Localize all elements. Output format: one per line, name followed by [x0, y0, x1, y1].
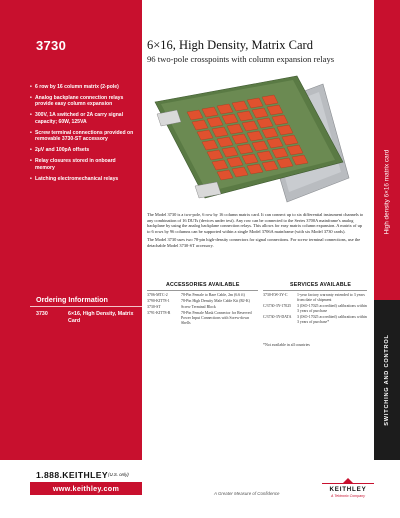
- service-code: 3730-EW-3Y-C: [263, 293, 288, 297]
- services-heading: SERVICES AVAILABLE: [290, 282, 352, 288]
- service-desc: 3 (ISO-17025 accredited) calibrations within 3 years of purchase*: [297, 315, 367, 324]
- accessory-code: 3706-MTC-2: [147, 293, 168, 297]
- company-tagline: A Greater Measure of Confidence: [214, 491, 280, 496]
- product-photo: [147, 74, 359, 208]
- phone-region-note: (U.S. only): [108, 472, 129, 477]
- feature-item: • 6 row by 16 column matrix (2-pole): [30, 84, 134, 90]
- left-sidebar: [0, 0, 142, 460]
- accessory-code: 3790-KIT78-1: [147, 299, 170, 304]
- accessory-desc: Screw Terminal Block: [181, 305, 216, 310]
- logo-mark-icon: [322, 478, 374, 484]
- accessories-table: [147, 293, 258, 327]
- ordering-model: 3730: [36, 311, 48, 317]
- accessories-heading: ACCESSORIES AVAILABLE: [166, 282, 240, 288]
- product-description: [147, 212, 365, 252]
- accessory-desc: 78-Pin High Density Male Cable Kit (RJ-K): [181, 299, 250, 304]
- description-paragraph: The Model 3730 uses two 78-pin high-density connectors for signal connections. For screw terminal connections, use the detachable Model 3730-ST accessory.: [147, 237, 361, 248]
- accessory-desc: 78-Pin Female to Bare Cable, 2m (6.6 ft): [181, 293, 245, 297]
- services-divider: [263, 290, 367, 291]
- product-side-tab: [374, 0, 400, 300]
- section-side-label: SWITCHING AND CONTROL: [384, 334, 390, 426]
- feature-item: • Analog backplane connection relays provide easy column expansion: [30, 95, 134, 108]
- services-table: [263, 293, 367, 326]
- phone-number: 1.888.KEITHLEY: [36, 470, 108, 480]
- logo-subtitle: A Tektronix Company: [330, 494, 366, 498]
- ordering-divider: [30, 306, 142, 307]
- feature-item: • Latching electromechanical relays: [30, 176, 134, 182]
- table-row: [263, 304, 367, 315]
- logo-wordmark: KEITHLEY: [329, 486, 367, 493]
- accessory-code: 3791-KIT78-R: [147, 311, 171, 316]
- accessory-code: 3730-ST: [147, 305, 161, 310]
- service-code: C/3730-3Y-DATA: [263, 315, 292, 319]
- model-number: 3730: [36, 38, 67, 53]
- ordering-description: 6×16, High Density, Matrix Card: [68, 311, 134, 324]
- description-paragraph: The Model 3730 is a two-pole, 6 row by 16 column matrix card. It can connect up to six differential instrument channels to any combination of 16 DUTs (devices under test). Any row can be connected to the Series 3700A mainframe's analog backplane by using the analog backplane connection relays. This allows for easy matrix column expansion. A matrix of up to 6 rows by 96 columns can be supported within a single Model 3706A mainframe (with six Model 3730 cards).: [147, 212, 364, 234]
- table-row: [263, 315, 367, 326]
- page-subtitle: 96 two-pole crosspoints with column expansion relays: [147, 54, 335, 64]
- website-link[interactable]: www.keithley.com: [52, 484, 120, 493]
- accessory-desc: 78-Pin Female Mask Connector for Reserved Power Input Connections with Screw-down Shells: [181, 311, 252, 326]
- accessories-divider: [147, 290, 258, 291]
- services-footnote: *Not available in all countries: [263, 343, 310, 347]
- feature-item: • 300V, 1A switched or 2A carry signal capacity; 60W, 125VA: [30, 112, 134, 125]
- feature-item: • 2µV and 100pA offsets: [30, 147, 134, 153]
- service-desc: 1-year factory warranty extended to 3 years from date of shipment: [297, 293, 365, 302]
- section-side-tab: [374, 300, 400, 460]
- website-bar[interactable]: [30, 482, 142, 495]
- service-code: C/3730-3Y-17025: [263, 304, 292, 308]
- service-desc: 3 (ISO-17025 accredited) calibrations within 3 years of purchase: [297, 304, 367, 313]
- feature-item: • Relay closures stored in onboard memory: [30, 158, 134, 171]
- ordering-heading: Ordering Information: [36, 295, 108, 304]
- product-side-label: High density 6×16 matrix card: [383, 149, 391, 235]
- feature-list: [30, 84, 134, 187]
- table-row: [263, 293, 367, 304]
- feature-item: • Screw terminal connections provided on removable 3730-ST accessory: [30, 130, 134, 143]
- table-row: [147, 311, 258, 327]
- page-title: 6×16, High Density, Matrix Card: [147, 38, 313, 52]
